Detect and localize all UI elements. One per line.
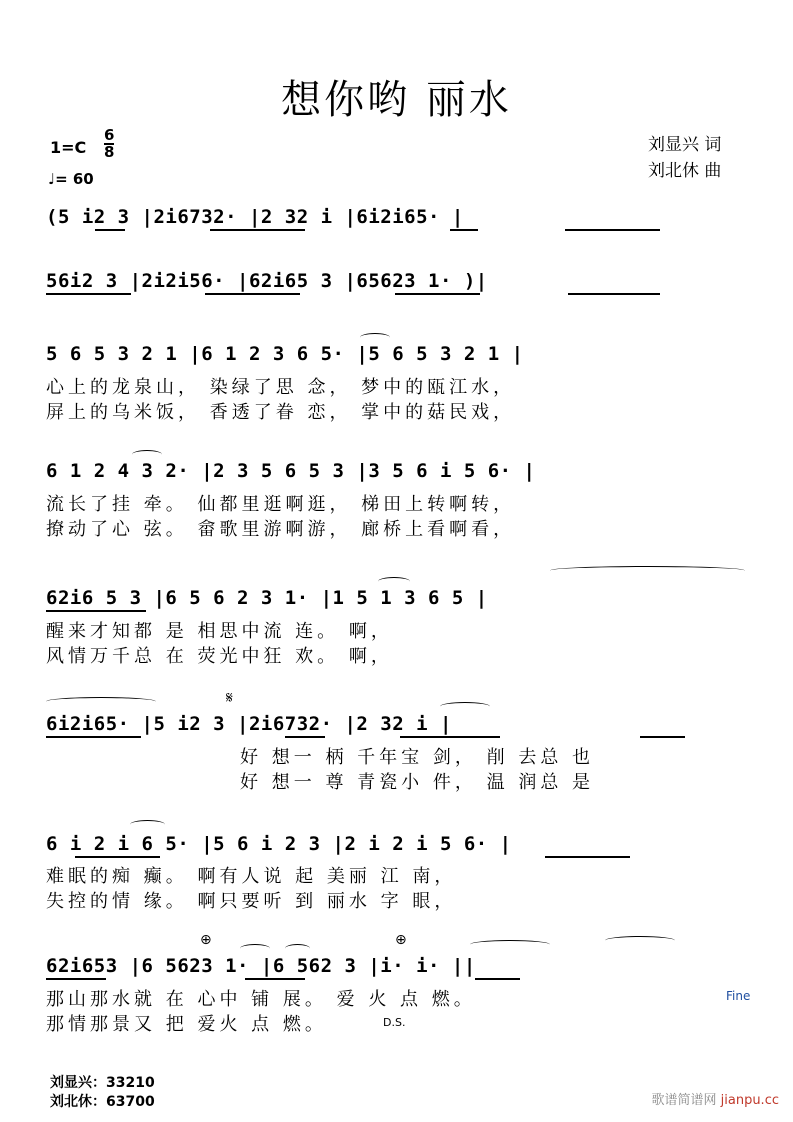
notation-line-7: 6 i 2 i 6 5· |5 6 i 2 3 |2 i 2 i 5 6· |: [46, 833, 512, 855]
lyric-line-5b: 风情万千总 在 荧光中狂 欢。 啊，: [46, 646, 393, 667]
coda-sign-1: ⊕: [200, 932, 212, 948]
segno-sign: 𝄋: [226, 688, 233, 707]
notation-line-5: 62i6 5 3 |6 5 6 2 3 1· |1 5 1 3 6 5 |: [46, 587, 488, 609]
lyric-line-7b: 失控的情 缘。 啊只要听 到 丽水 字 眼，: [46, 891, 457, 912]
watermark: [651, 1089, 779, 1108]
lyric-line-3b: 屏上的乌米饭， 香透了眷 恋， 掌中的菇民戏，: [46, 402, 516, 423]
key-signature: 1=C: [50, 138, 87, 157]
notation-line-8: 62i653 |6 5623 1· |6 562 3 |i· i· ||: [46, 955, 476, 977]
meter-bottom: 8: [104, 143, 115, 161]
notation-line-4: 6 1 2 4 3 2· |2 3 5 6 5 3 |3 5 6 i 5 6· |: [46, 460, 536, 482]
lyric-line-6b: 好 想一 尊 青瓷小 件， 温 润总 是: [240, 772, 595, 793]
composer-credit: 刘北休 曲: [648, 161, 722, 181]
lyric-line-6a: 好 想一 柄 千年宝 剑， 削 去总 也: [240, 747, 595, 768]
song-title: 想你哟 丽水: [281, 77, 512, 123]
notation-line-2: 56i2 3 |2i2i56· |62i65 3 |65623 1· )|: [46, 270, 488, 292]
time-signature: [104, 128, 114, 160]
watermark-cn: 歌谱简谱网: [651, 1093, 717, 1108]
footer-line-1: 刘显兴：33210: [50, 1075, 155, 1091]
lyric-line-3a: 心上的龙泉山， 染绿了思 念， 梦中的瓯江水，: [46, 377, 516, 398]
fine-mark: Fine: [726, 989, 751, 1003]
lyric-line-4b: 撩动了心 弦。 畲歌里游啊游， 廊桥上看啊看，: [46, 519, 516, 540]
notation-line-3: 5 6 5 3 2 1 |6 1 2 3 6 5· |5 6 5 3 2 1 |: [46, 343, 524, 365]
tempo-mark: ♩= 60: [48, 170, 94, 188]
notation-line-1: (5 i2 3 |2i6732· |2 32 i |6i2i65· |: [46, 206, 464, 228]
lyric-line-8a: 那山那水就 在 心中 铺 展。 爱 火 点 燃。: [46, 989, 476, 1010]
lyric-line-4a: 流长了挂 牵。 仙都里逛啊逛， 梯田上转啊转，: [46, 494, 516, 515]
meter-top: 6: [104, 126, 115, 144]
lyric-line-5a: 醒来才知都 是 相思中流 连。 啊，: [46, 621, 393, 642]
lyric-line-7a: 难眠的痴 癫。 啊有人说 起 美丽 江 南，: [46, 866, 457, 887]
lyric-line-8b: 那情那景又 把 爱火 点 燃。: [46, 1014, 327, 1035]
ds-mark: D.S.: [383, 1016, 406, 1029]
coda-sign-2: ⊕: [395, 932, 407, 948]
lyricist-credit: 刘显兴 词: [648, 135, 722, 155]
notation-line-6: 6i2i65· |5 i2 3 |2i6732· |2 32 i |: [46, 713, 452, 735]
watermark-url: jianpu.cc: [720, 1093, 779, 1108]
footer-line-2: 刘北休：63700: [50, 1094, 155, 1110]
